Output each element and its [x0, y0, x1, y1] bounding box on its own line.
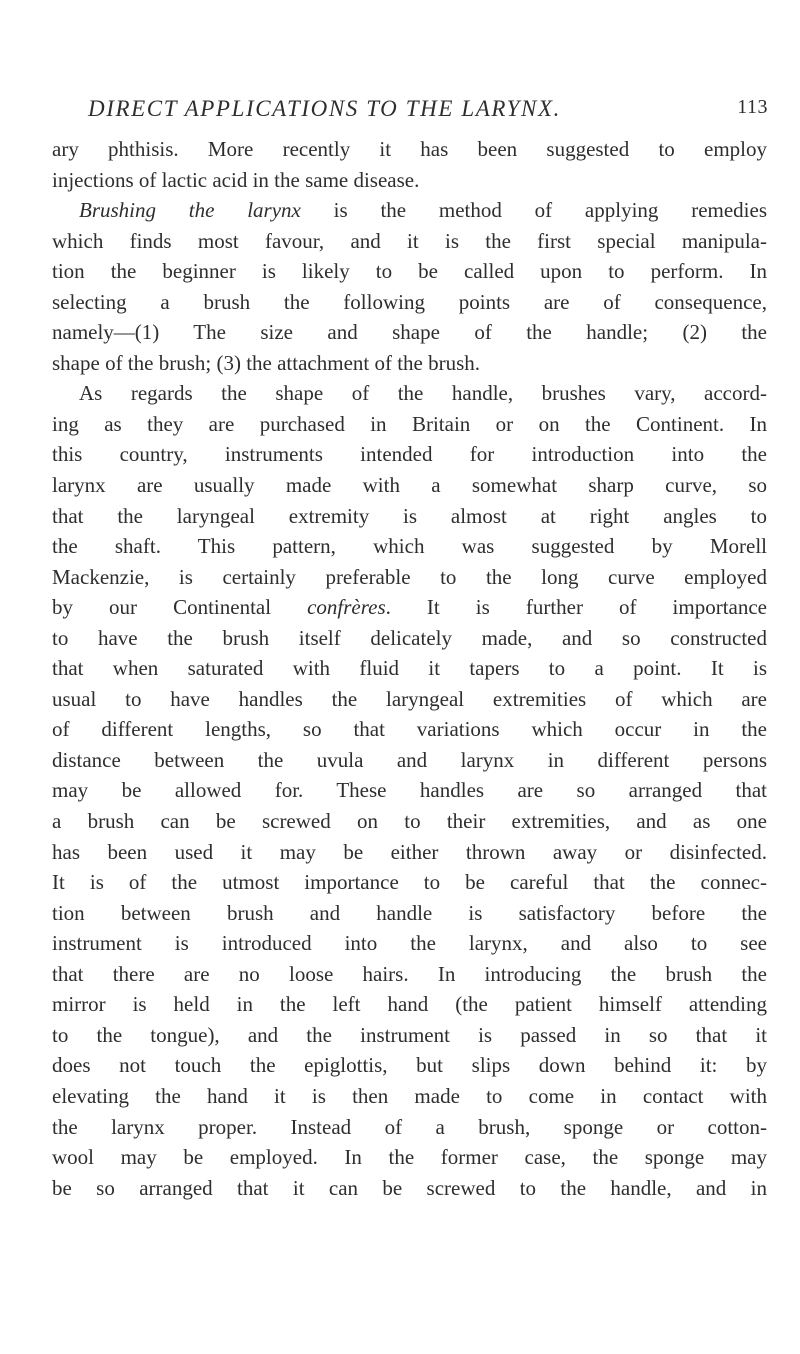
page-number: 113 [737, 96, 768, 118]
text-line [52, 623, 767, 654]
italic-text: confrères [307, 595, 386, 620]
text-line [52, 165, 767, 196]
text-line [52, 745, 767, 776]
text-segment: wool may be employed. In the former case, the sponge may [52, 1145, 767, 1170]
text-segment: has been used it may be either thrown away or disinfected. [52, 839, 767, 864]
text-segment: . It is further of importance [385, 595, 767, 620]
text-segment: distance between the uvula and larynx in different persons [52, 747, 767, 772]
text-line [52, 378, 767, 409]
text-segment: does not touch the epiglottis, but slips down behind it: by [52, 1053, 767, 1078]
text-line [52, 439, 767, 470]
text-segment: this country, instruments intended for introduction into the [52, 442, 767, 467]
text-line [52, 1173, 767, 1204]
text-segment: which finds most favour, and it is the first special manipula- [52, 228, 767, 253]
text-segment: to the tongue), and the instrument is passed in so that it [52, 1022, 767, 1047]
text-line [52, 134, 767, 165]
running-title: DIRECT APPLICATIONS TO THE LARYNX. [88, 96, 561, 121]
text-line [52, 1020, 767, 1051]
text-segment: injections of lactic acid in the same disease. [52, 167, 420, 192]
text-line [52, 409, 767, 440]
text-segment: the shaft. This pattern, which was suggested by Morell [52, 534, 767, 559]
text-segment: larynx are usually made with a somewhat sharp curve, so [52, 473, 767, 498]
text-segment: usual to have handles the laryngeal extremities of which are [52, 686, 767, 711]
running-head [88, 96, 768, 126]
text-segment: tion the beginner is likely to be called upon to perform. In [52, 259, 767, 284]
text-line [52, 1142, 767, 1173]
text-segment: namely—(1) The size and shape of the handle; (2) the [52, 320, 767, 345]
text-line [52, 775, 767, 806]
text-segment: the larynx proper. Instead of a brush, sponge or cotton- [52, 1114, 767, 1139]
text-segment: that the laryngeal extremity is almost at right angles to [52, 503, 767, 528]
text-segment: tion between brush and handle is satisfactory before the [52, 900, 767, 925]
text-line [52, 287, 767, 318]
text-line [52, 806, 767, 837]
text-line [52, 867, 767, 898]
text-line [52, 898, 767, 929]
text-segment: instrument is introduced into the larynx, and also to see [52, 931, 767, 956]
italic-text: Brushing the larynx [79, 198, 301, 223]
text-line [52, 653, 767, 684]
text-line [52, 989, 767, 1020]
text-segment: elevating the hand it is then made to come in contact with [52, 1083, 767, 1108]
text-segment: shape of the brush; (3) the attachment of the brush. [52, 350, 481, 375]
text-line [52, 226, 767, 257]
text-line [52, 562, 767, 593]
text-line [52, 837, 767, 868]
text-line [52, 1081, 767, 1112]
text-line [52, 195, 767, 226]
text-line [52, 714, 767, 745]
text-line [52, 959, 767, 990]
text-segment: is the method of applying remedies [300, 198, 767, 223]
text-segment: that when saturated with fluid it tapers to a point. It is [52, 656, 767, 681]
text-line [52, 928, 767, 959]
text-line [52, 531, 767, 562]
text-segment: of different lengths, so that variations which occur in the [52, 717, 767, 742]
text-line [52, 317, 767, 348]
text-segment: be so arranged that it can be screwed to the handle, and in [52, 1175, 767, 1200]
text-line [52, 592, 767, 623]
text-line [52, 348, 767, 379]
text-line [52, 1050, 767, 1081]
text-line [52, 501, 767, 532]
text-segment: that there are no loose hairs. In introducing the brush the [52, 961, 767, 986]
text-line [52, 1112, 767, 1143]
text-segment: ing as they are purchased in Britain or on the Continent. In [52, 411, 767, 436]
text-segment: Mackenzie, is certainly preferable to the long curve employed [52, 564, 767, 589]
text-line [52, 256, 767, 287]
text-segment: As regards the shape of the handle, brushes vary, accord- [79, 381, 767, 406]
text-segment: selecting a brush the following points are of consequence, [52, 289, 767, 314]
text-segment: ary phthisis. More recently it has been suggested to employ [52, 137, 767, 161]
text-segment: a brush can be screwed on to their extremities, and as one [52, 809, 767, 834]
body-text [52, 134, 767, 1203]
text-segment: to have the brush itself delicately made, and so constructed [52, 625, 767, 650]
text-segment: by our Continental [52, 595, 308, 620]
text-segment: may be allowed for. These handles are so arranged that [52, 778, 767, 803]
text-line [52, 684, 767, 715]
text-line [52, 470, 767, 501]
text-segment: mirror is held in the left hand (the patient himself attending [52, 992, 767, 1017]
text-segment: It is of the utmost importance to be careful that the connec- [52, 870, 767, 895]
